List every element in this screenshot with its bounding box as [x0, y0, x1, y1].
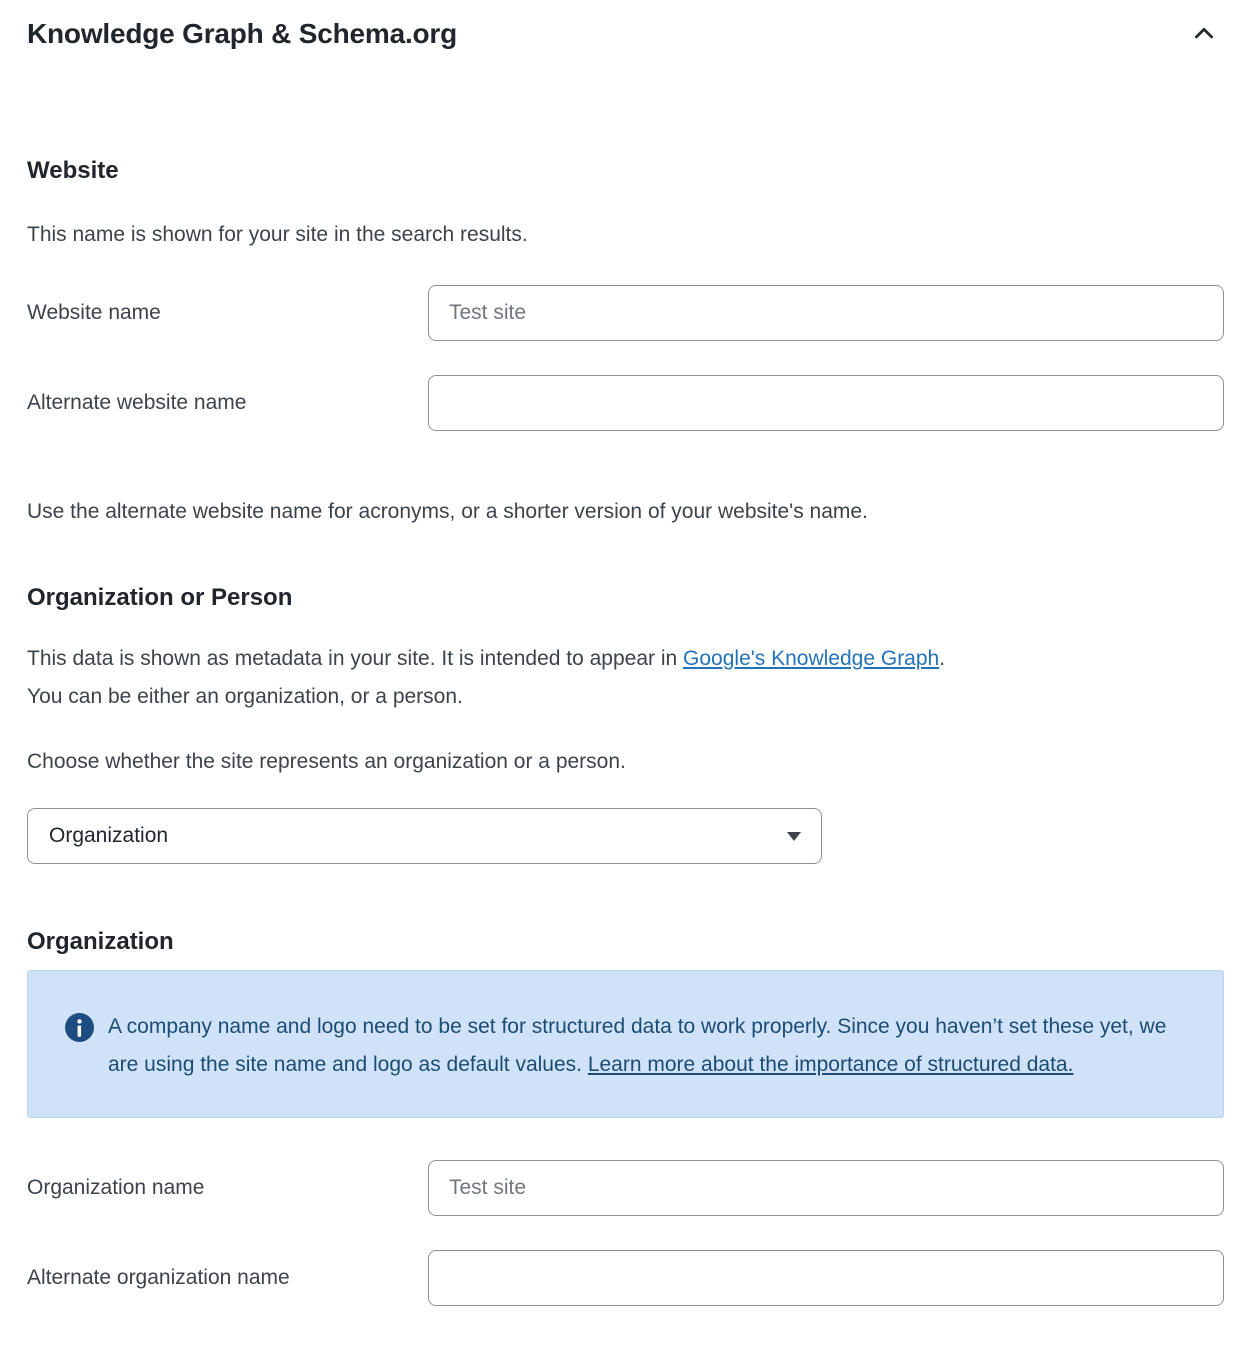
organization-or-person-select[interactable]: [27, 808, 822, 864]
knowledge-graph-link[interactable]: Google's Knowledge Graph: [683, 647, 940, 670]
description-intro: This data is shown as metadata in your site. It is intended to appear in: [27, 647, 684, 670]
organization-heading: Organization: [27, 928, 174, 955]
alternate-organization-name-field-row: [27, 1250, 1224, 1306]
alternate-website-name-input[interactable]: [428, 375, 1224, 431]
panel-header: [27, 18, 1224, 53]
organization-name-label: Organization name: [27, 1176, 205, 1199]
caret-down-icon: [787, 832, 801, 841]
alternate-website-name-help-text: Use the alternate website name for acronyms, or a shorter version of your website's name.: [27, 500, 868, 523]
notice-message: A company name and logo need to be set for structured data to work properly. Since you haven’t set these yet, we are using the site name and logo as default values.: [108, 1015, 1167, 1076]
organization-name-input[interactable]: [428, 1160, 1224, 1216]
chevron-up-icon: [1190, 36, 1218, 51]
alternate-organization-name-label: Alternate organization name: [27, 1266, 290, 1289]
alternate-organization-name-input[interactable]: [428, 1250, 1224, 1306]
organization-name-field-row: [27, 1160, 1224, 1216]
alternate-website-name-label: Alternate website name: [27, 391, 247, 414]
organization-or-person-section: [27, 582, 1224, 864]
website-heading: Website: [27, 157, 119, 184]
description-line2: You can be either an organization, or a person.: [27, 685, 463, 708]
structured-data-learn-more-link[interactable]: Learn more about the importance of structured data.: [587, 1053, 1074, 1076]
page-title: Knowledge Graph & Schema.org: [27, 18, 458, 49]
collapse-section-button[interactable]: [1186, 18, 1222, 53]
website-section: [27, 155, 1224, 528]
structured-data-info-notice: [27, 970, 1224, 1118]
select-selected-value: Organization: [49, 824, 169, 847]
description-link-suffix: .: [939, 647, 946, 670]
info-icon: [65, 1013, 94, 1042]
alternate-website-name-field-row: [27, 375, 1224, 431]
organization-section: [27, 926, 1224, 1306]
website-description: This name is shown for your site in the search results.: [27, 223, 528, 246]
notice-text: [108, 1008, 1183, 1084]
select-description: Choose whether the site represents an organization or a person.: [27, 750, 626, 773]
organization-or-person-heading: Organization or Person: [27, 584, 293, 611]
website-name-label: Website name: [27, 301, 161, 324]
organization-or-person-description: [27, 640, 1224, 716]
website-name-field-row: [27, 285, 1224, 341]
website-name-input[interactable]: [428, 285, 1224, 341]
